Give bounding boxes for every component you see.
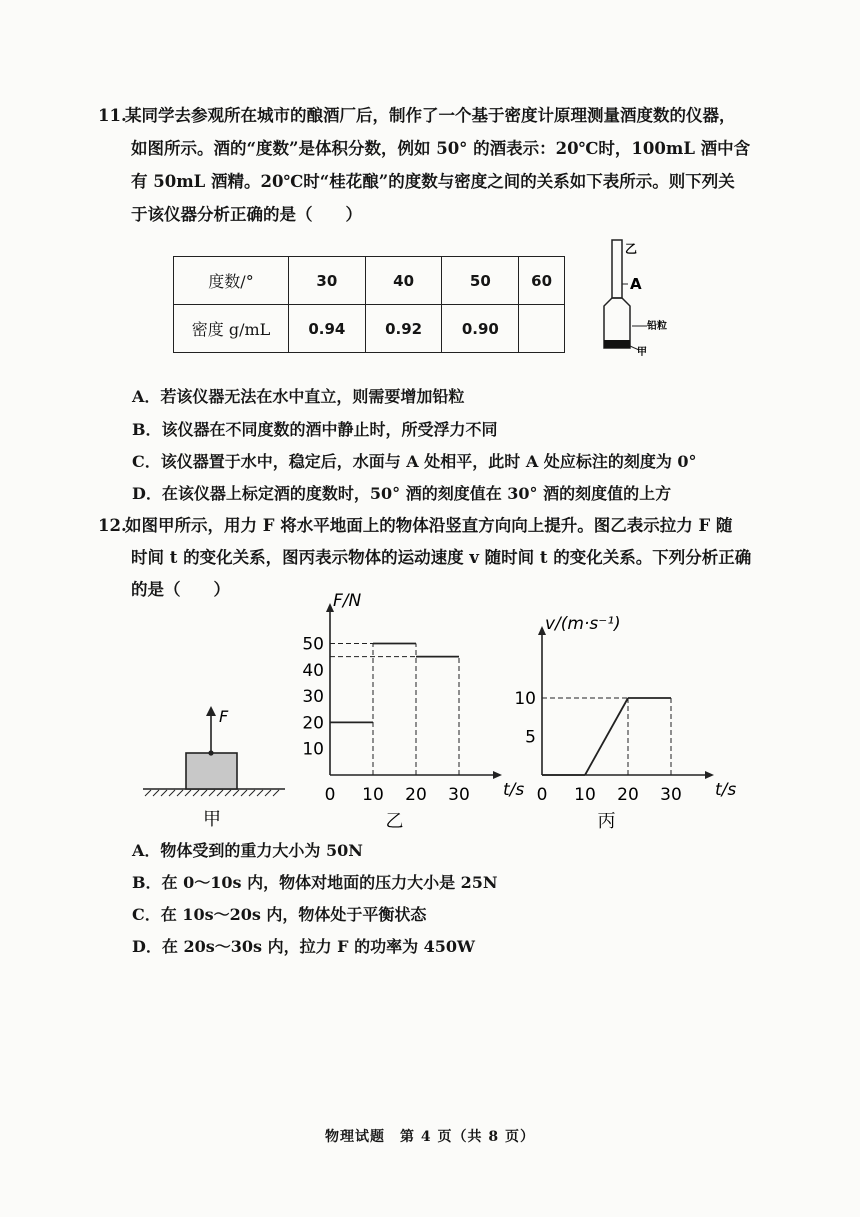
q11-option-b: B．该仪器在不同度数的酒中静止时，所受浮力不同 bbox=[132, 420, 498, 439]
chart-bing bbox=[514, 600, 737, 835]
x-tick-label: 30 bbox=[448, 785, 470, 805]
y-tick-label: 10 bbox=[302, 739, 324, 760]
y-tick-label: 10 bbox=[514, 689, 536, 709]
y-axis-label: v/(m·s⁻¹) bbox=[545, 614, 621, 634]
q11-stem-line-2: 如图所示。酒的“度数”是体积分数，例如 50° 的酒表示：20℃时，100mL 酒中含 bbox=[131, 139, 751, 158]
table-cell: 40 bbox=[365, 257, 442, 305]
object-block bbox=[186, 753, 237, 789]
y-tick-label: 30 bbox=[302, 687, 324, 708]
q12-option-c: C．在 10s～20s 内，物体处于平衡状态 bbox=[132, 905, 427, 924]
y-tick-label: 20 bbox=[302, 713, 324, 734]
x-axis-arrow-icon bbox=[705, 771, 714, 779]
force-arrow-icon bbox=[206, 706, 216, 716]
lead-pellets bbox=[604, 340, 630, 348]
q12-option-d: D．在 20s～30s 内，拉力 F 的功率为 450W bbox=[132, 937, 476, 956]
hydrometer-stem bbox=[612, 240, 622, 298]
x-axis-label: t/s bbox=[715, 780, 737, 800]
x-tick-label: 10 bbox=[362, 785, 384, 805]
q11-option-c: C．该仪器置于水中，稳定后，水面与 A 处相平，此时 A 处应标注的刻度为 0° bbox=[132, 452, 697, 471]
chart-caption: 乙 bbox=[385, 811, 404, 832]
q12-option-b: B．在 0～10s 内，物体对地面的压力大小是 25N bbox=[132, 873, 498, 892]
table-cell bbox=[519, 305, 565, 353]
x-tick-label: 20 bbox=[405, 785, 427, 805]
table-header-density: 密度 g/mL bbox=[174, 305, 289, 353]
table-cell: 0.90 bbox=[442, 305, 519, 353]
x-tick-label: 10 bbox=[574, 785, 596, 805]
table-cell: 0.94 bbox=[289, 305, 366, 353]
q11-number: 11. bbox=[98, 106, 127, 125]
y-axis-label: F/N bbox=[333, 591, 362, 611]
q11-option-d: D．在该仪器上标定酒的度数时，50° 酒的刻度值在 30° 酒的刻度值的上方 bbox=[132, 484, 672, 503]
table-cell: 30 bbox=[289, 257, 366, 305]
q12-stem-line-3: 的是（ ） bbox=[131, 580, 230, 599]
degree-density-table bbox=[173, 256, 565, 353]
y-tick-label: 50 bbox=[302, 634, 324, 655]
q11-option-a: A．若该仪器无法在水中直立，则需要增加铅粒 bbox=[132, 387, 465, 406]
q12-number: 12. bbox=[98, 516, 127, 535]
label-jia: 甲 bbox=[637, 347, 647, 358]
label-yi: 乙 bbox=[625, 242, 638, 256]
hydrometer-figure bbox=[595, 236, 695, 361]
page-footer: 物理试题 第 4 页（共 8 页） bbox=[325, 1129, 535, 1145]
force-label: F bbox=[219, 707, 229, 726]
table-header-degree: 度数/° bbox=[174, 257, 289, 305]
table-cell: 60 bbox=[519, 257, 565, 305]
y-tick-label: 40 bbox=[302, 660, 324, 681]
x-tick-label: 0 bbox=[536, 785, 548, 805]
label-lead: 铅粒 bbox=[647, 321, 667, 332]
label-a: A bbox=[630, 275, 642, 293]
q11-stem-line-3: 有 50mL 酒精。20℃时“桂花酿”的度数与密度之间的关系如下表所示。则下列关 bbox=[131, 172, 735, 191]
q11-stem-line-4: 于该仪器分析正确的是（ ） bbox=[131, 205, 362, 224]
q12-option-a: A．物体受到的重力大小为 50N bbox=[132, 841, 363, 860]
x-tick-label: 20 bbox=[617, 785, 639, 805]
x-axis-arrow-icon bbox=[493, 771, 502, 779]
chart-yi bbox=[300, 591, 525, 835]
caption-jia: 甲 bbox=[203, 809, 221, 830]
table-cell: 50 bbox=[442, 257, 519, 305]
chart-caption: 丙 bbox=[597, 811, 616, 832]
x-tick-label: 30 bbox=[660, 785, 682, 805]
q12-stem-line-2: 时间 t 的变化关系，图丙表示物体的运动速度 v 随时间 t 的变化关系。下列分析正确 bbox=[131, 548, 752, 567]
x-axis-label: t/s bbox=[503, 780, 525, 800]
table-cell: 0.92 bbox=[365, 305, 442, 353]
q12-stem-line-1: 如图甲所示，用力 F 将水平地面上的物体沿竖直方向向上提升。图乙表示拉力 F 随 bbox=[125, 516, 733, 535]
fig-jia bbox=[135, 700, 295, 830]
x-tick-label: 0 bbox=[324, 785, 336, 805]
series-segment bbox=[585, 698, 628, 775]
y-tick-label: 5 bbox=[525, 727, 536, 748]
q11-stem-line-1: 某同学去参观所在城市的酿酒厂后，制作了一个基于密度计原理测量酒度数的仪器， bbox=[125, 106, 736, 125]
